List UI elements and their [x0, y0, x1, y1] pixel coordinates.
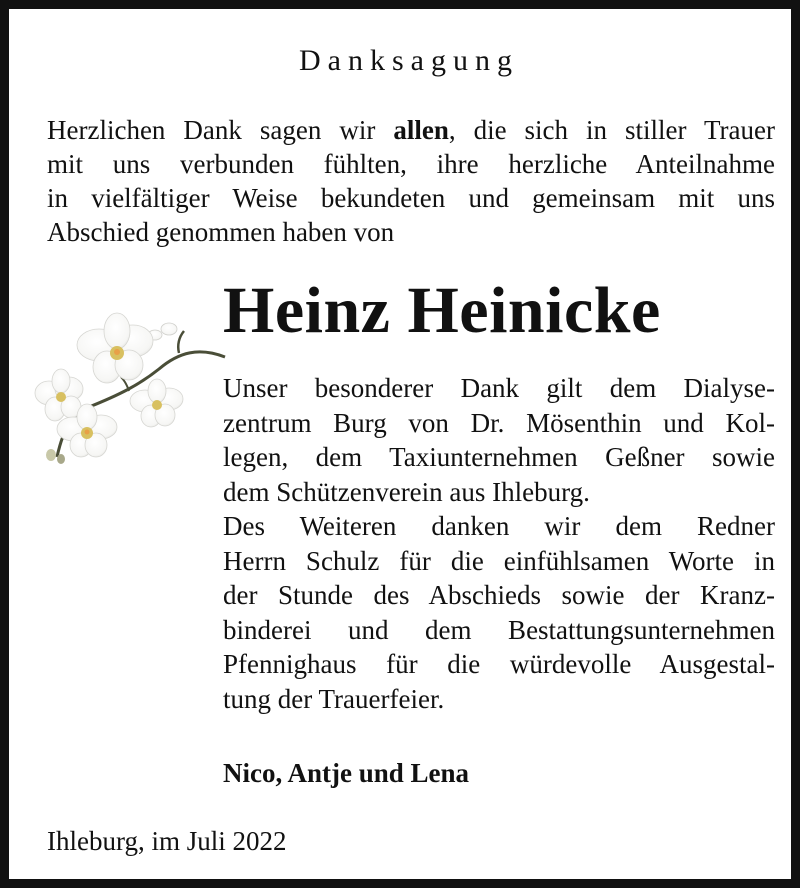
thanks-line: binderei und dem Bestattungsunternehmen [223, 614, 775, 645]
intro-line-1 [47, 113, 775, 147]
intro-line-1-end: , die sich in stiller Trauer [448, 115, 775, 145]
thanks-line: der Stunde des Abschieds sowie der Kranz- [223, 580, 775, 610]
notice-title: Danksagung [299, 44, 519, 77]
thanks-line: Des Weiteren danken wir dem Redner [223, 511, 775, 541]
thanks-line: Pfennighaus für die würdevolle Ausgestal- [223, 649, 775, 679]
thanks-line: Herrn Schulz für die einfühlsamen Worte in [223, 545, 775, 576]
intro-line-4: Abschied genommen haben von [47, 217, 395, 247]
intro-paragraph [47, 113, 775, 249]
intro-line-2: mit uns verbunden fühlten, ihre herzliche Anteilnahme [47, 149, 775, 179]
signature: Nico, Antje und Lena [223, 758, 470, 788]
orchid-branch-icon [29, 307, 229, 472]
thanks-line: dem Schützenverein aus Ihleburg. [223, 476, 590, 507]
intro-emphasis: allen [393, 115, 449, 145]
thanks-line: zentrum Burg von Dr. Mösenthin und Kol- [223, 407, 775, 438]
thanks-line: tung der Trauerfeier. [223, 683, 445, 714]
thanks-line: legen, dem Taxiunternehmen Geßner sowie [223, 442, 775, 472]
deceased-name: Heinz Heinicke [223, 274, 661, 347]
intro-line-1-start: Herzlichen Dank sagen wir [47, 115, 394, 145]
thanks-paragraph [223, 371, 775, 716]
intro-line-3: in vielfältiger Weise bekundeten und gemeinsam mit uns [47, 183, 775, 213]
thanks-line: Unser besonderer Dank gilt dem Dialyse- [223, 373, 775, 403]
place-date: Ihleburg, im Juli 2022 [47, 826, 287, 856]
